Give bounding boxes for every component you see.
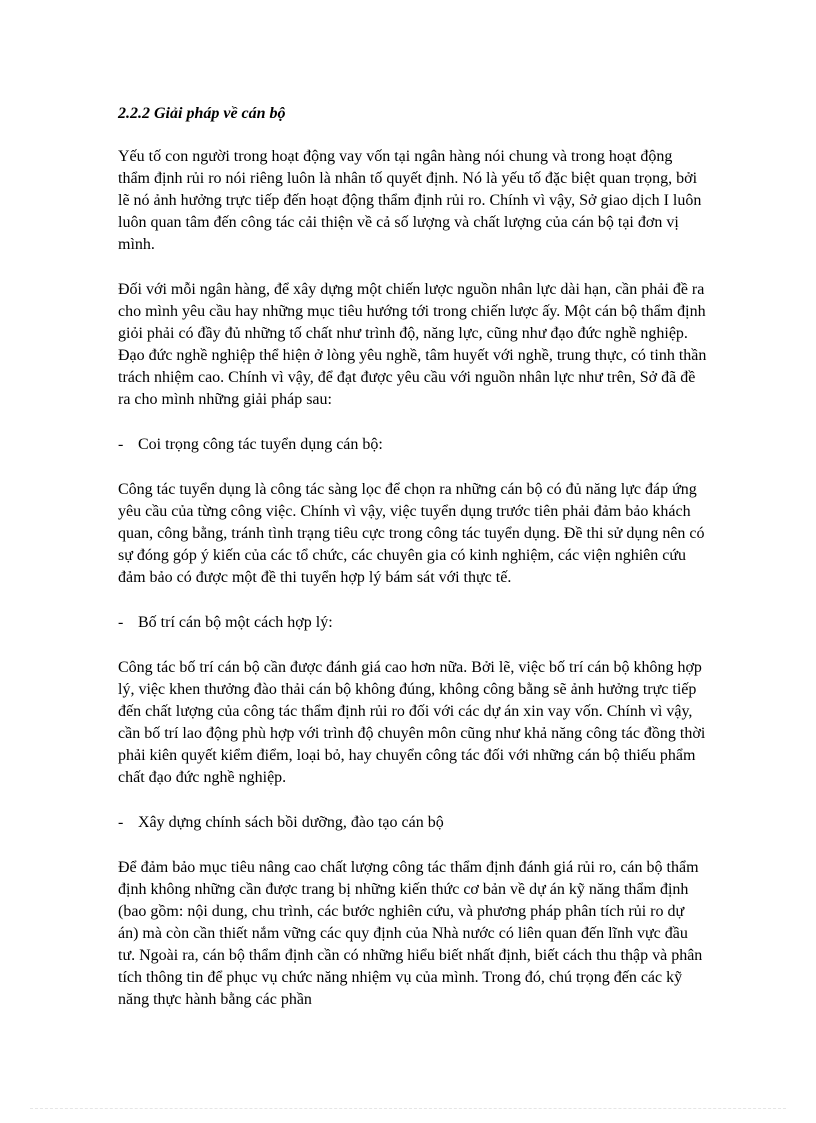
paragraph-allocation: Công tác bố trí cán bộ cần được đánh giá cao hơn nữa. Bởi lẽ, việc bố trí cán bộ không hợp lý, việc khen thưởng đào thải cán bộ không đúng, không công bằng sẽ ảnh hưởng trực tiếp đến chất lượng của công tác thẩm định rủi ro đối với các dự án xin vay vốn. Chính vì vậy, cần bố trí lao động phù hợp với trình độ chuyên môn cũng như khả năng công tác đồng thời phải kiên quyết kiểm điểm, loại bỏ, hay chuyển công tác đối với những cán bộ thiếu phẩm chất đạo đức nghề nghiệp. xyxy=(118,659,706,786)
bullet-allocation xyxy=(118,612,708,634)
bullet-dash: - xyxy=(118,614,124,631)
bullet-dash: - xyxy=(118,814,124,831)
bullet-dash: - xyxy=(118,436,124,453)
bullet-allocation-text: Bố trí cán bộ một cách hợp lý: xyxy=(138,614,333,631)
bullet-recruitment-text: Coi trọng công tác tuyển dụng cán bộ: xyxy=(138,436,383,453)
bullet-training-text: Xây dựng chính sách bồi dưỡng, đào tạo cán bộ xyxy=(138,814,444,831)
bullet-recruitment xyxy=(118,434,708,456)
document-page xyxy=(118,103,708,1034)
paragraph-training: Để đảm bảo mục tiêu nâng cao chất lượng công tác thẩm định đánh giá rủi ro, cán bộ thẩm định không những cần được trang bị những kiến thức cơ bản về dự án kỹ năng thẩm định (bao gồm: nội dung, chu trình, các bước nghiên cứu, và phương pháp phân tích rủi ro dự án) mà còn cần thiết nắm vững các quy định của Nhà nước có liên quan đến lĩnh vực đầu tư. Ngoài ra, cán bộ thẩm định cần có những hiểu biết nhất định, biết cách thu thập và phân tích thông tin để phục vụ chức năng nhiệm vụ của mình. Trong đó, chú trọng đến các kỹ năng thực hành bằng các phần xyxy=(118,859,703,1008)
paragraph-strategy: Đối với mỗi ngân hàng, để xây dựng một chiến lược nguồn nhân lực dài hạn, cần phải đề ra cho mình yêu cầu hay những mục tiêu hướng tới trong chiến lược ấy. Một cán bộ thẩm định giỏi phải có đầy đủ những tố chất như trình độ, năng lực, cũng như đạo đức nghề nghiệp. Đạo đức nghề nghiệp thể hiện ở lòng yêu nghề, tâm huyết với nghề, trung thực, có tinh thần trách nhiệm cao. Chính vì vậy, để đạt được yêu cầu với nguồn nhân lực như trên, Sở đã đề ra cho mình những giải pháp sau: xyxy=(118,281,707,408)
paragraph-intro: Yếu tố con người trong hoạt động vay vốn tại ngân hàng nói chung và trong hoạt động thẩm định rủi ro nói riêng luôn là nhân tố quyết định. Nó là yếu tố đặc biệt quan trọng, bởi lẽ nó ảnh hưởng trực tiếp đến hoạt động thẩm định rủi ro. Chính vì vậy, Sở giao dịch I luôn luôn quan tâm đến công tác cải thiện về cả số lượng và chất lượng của cán bộ tại đơn vị mình. xyxy=(118,148,702,253)
page-bottom-divider xyxy=(30,1108,786,1109)
paragraph-recruitment: Công tác tuyển dụng là công tác sàng lọc để chọn ra những cán bộ có đủ năng lực đáp ứng yêu cầu của từng công việc. Chính vì vậy, việc tuyển dụng trước tiên phải đảm bảo khách quan, công bằng, tránh tình trạng tiêu cực trong công tác tuyển dụng. Đề thi sử dụng nên có sự đóng góp ý kiến của các tổ chức, các chuyên gia có kinh nghiệm, các viện nghiên cứu đảm bảo có được một đề thi tuyển hợp lý bám sát với thực tế. xyxy=(118,481,705,586)
section-heading: 2.2.2 Giải pháp về cán bộ xyxy=(118,105,286,122)
bullet-training xyxy=(118,812,708,834)
